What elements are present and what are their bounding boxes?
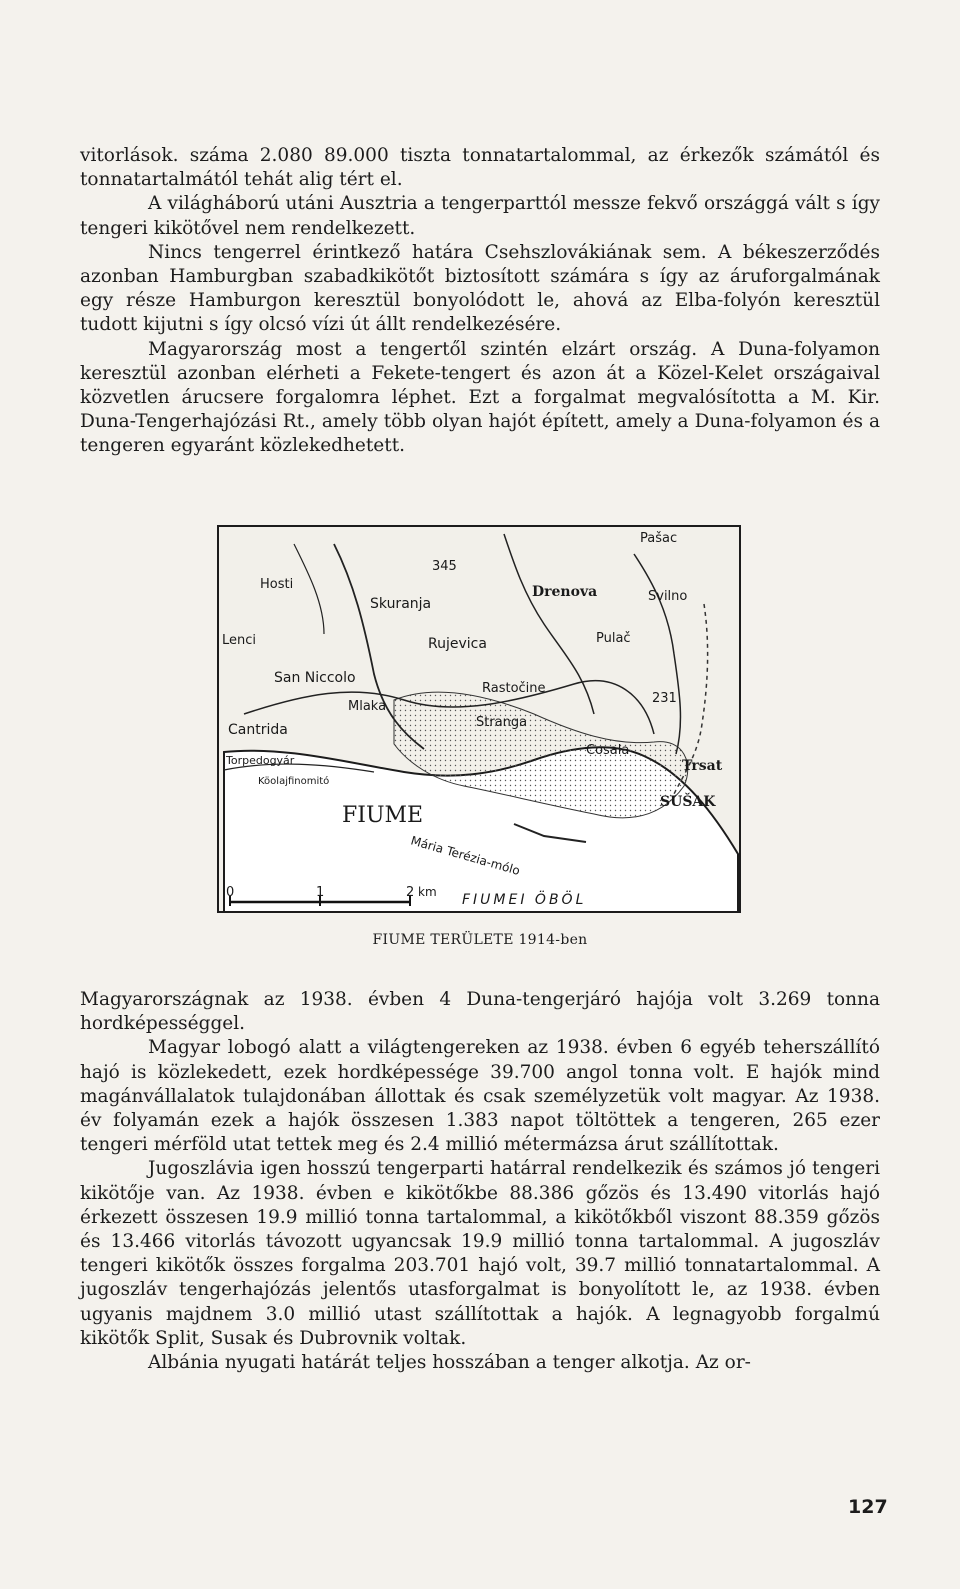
map-label-cosala: Cosala — [586, 743, 630, 758]
map-label-scale-1: 1 — [316, 885, 325, 900]
map-label-mlaka: Mlaka — [348, 699, 387, 714]
map-label-pulac: Pulač — [596, 631, 631, 646]
map-label-drenova: Drenova — [532, 584, 598, 600]
map-label-san-niccolo: San Niccolo — [274, 670, 356, 686]
map-label-maria-terezia-molo: Mária Terézia-mólo — [409, 833, 522, 879]
map-label-rastocine: Rastočine — [482, 681, 546, 696]
map-label-elev-345: 345 — [432, 559, 457, 574]
fiume-map — [214, 524, 746, 920]
map-label-scale-unit: km — [418, 885, 437, 899]
page-number: 127 — [848, 1496, 888, 1518]
fiume-map-svg — [214, 524, 746, 920]
bottom-text-block — [80, 988, 880, 1375]
map-label-scale-2: 2 — [406, 885, 415, 900]
map-label-koolajfinomito: Köolajfinomitó — [258, 776, 330, 787]
paragraph: Magyarország most a tengertől szintén elzárt ország. A Duna-folyamon keresztül azonban elérheti a Fekete-tengert és azon át a Közel-Kelet országaival közvetlen árucsere forgalomra léphet. Ezt a forgalmat megvalósította a M. Kir. Duna-Tengerhajózási Rt., amely több olyan hajót épített, amely a Duna-folyamon és a tengeren egyaránt közlekedhetett. — [80, 338, 880, 457]
top-text-block — [80, 144, 880, 459]
paragraph: Albánia nyugati határát teljes hosszában a tenger alkotja. Az or- — [148, 1352, 751, 1374]
map-label-hosti: Hosti — [260, 577, 294, 592]
paragraph: Jugoszlávia igen hosszú tengerparti határral rendelkezik és számos jó tengeri kikötője van. Az 1938. évben e kikötőkbe 88.386 gőzös és 13.490 vitorlás hajó érkezett összesen 19.9 millió tonna tartalommal, a kikötőkből viszont 88.359 gőzös és 13.466 vitorlás távozott ugyancsak 19.9 millió tonna tartalommal. A jugoszláv tengeri kikötők összes forgalma 203.701 hajó volt, 39.7 millió tonnatartalommal. A jugoszláv tengerhajózás jelentős utasforgalmat is bonyolított le, az 1938. évben ugyanis majdnem 3.0 millió utast szállítottak a hajók. A legnagyobb forgalmú kikötők Split, Susak és Dubrovnik voltak. — [80, 1158, 880, 1349]
map-label-svilno: Svilno — [648, 589, 688, 604]
map-label-fiume: FIUME — [342, 803, 424, 828]
map-label-stranga: Stranga — [476, 715, 528, 730]
map-label-susak: SUŠAK — [660, 794, 716, 810]
map-label-torpedogyar: Torpedogyár — [226, 754, 295, 767]
paragraph: Magyar lobogó alatt a világtengereken az 1938. évben 6 egyéb teherszállító hajó is közlekedett, ezek hordképessége 39.700 angol tonna volt. E hajók mind magánvállalatok tulajdonában állottak és csak személyzetük volt magyar. Az 1938. év folyamán ezek a hajók összesen 1.383 napot töltöttek a tengeren, 265 ezer tengeri mérföld utat tettek meg és 2.4 millió métermázsa árut szállítottak. — [80, 1037, 880, 1156]
map-label-bay: FIUMEI ÖBÖL — [462, 892, 587, 908]
map-label-scale-0: 0 — [226, 885, 235, 900]
map-label-elev-231: 231 — [652, 691, 677, 706]
map-label-rujevica: Rujevica — [428, 636, 487, 652]
map-label-trsat: Trsat — [682, 758, 723, 774]
map-caption: FIUME TERÜLETE 1914-ben — [372, 932, 588, 948]
paragraph: A világháború utáni Ausztria a tengerparttól messze fekvő országgá vált s így tengeri kikötővel nem rendelkezett. — [80, 193, 880, 239]
map-label-pasac: Pašac — [640, 531, 678, 546]
paragraph: Magyarországnak az 1938. évben 4 Duna-tengerjáró hajója volt 3.269 tonna hordképességgel. — [80, 989, 880, 1035]
map-label-lenci: Lenci — [222, 633, 257, 648]
paragraph: Nincs tengerrel érintkező határa Csehszlovákiának sem. A békeszerződés azonban Hamburgban szabadkikötőt biztosított számára s így az áruforgalmának egy része Hamburgon keresztül bonyolódott le, ahová az Elba-folyón keresztül tudott kijutni s így olcsó vízi út állt rendelkezésére. — [80, 241, 880, 336]
paragraph: vitorlások. száma 2.080 89.000 tiszta tonnatartalommal, az érkezők számától és tonnatartalmától tehát alig tért el. — [80, 145, 880, 191]
map-label-skuranja: Skuranja — [370, 596, 432, 612]
map-label-cantrida: Cantrida — [228, 722, 288, 738]
